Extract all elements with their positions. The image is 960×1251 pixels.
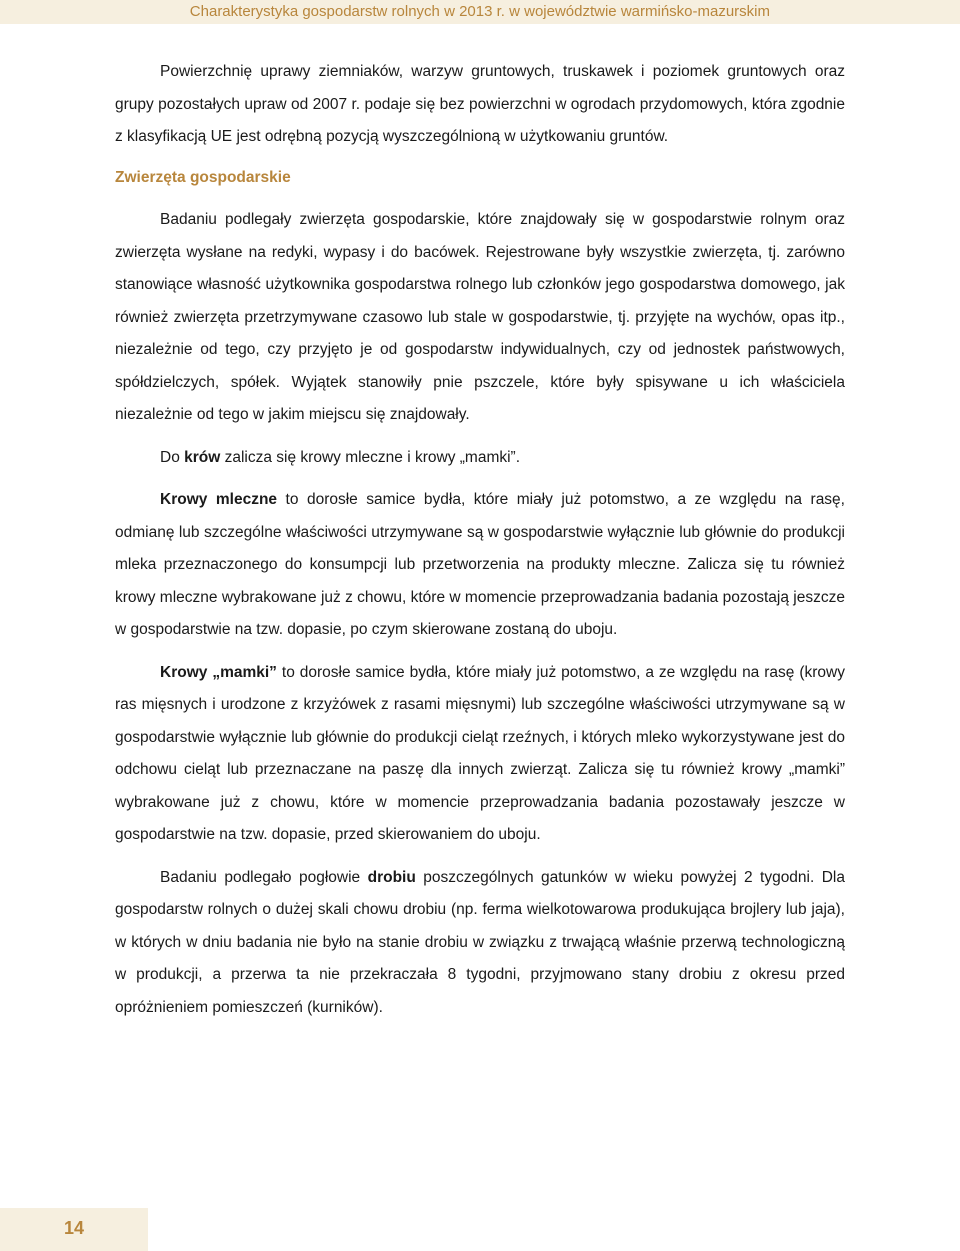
section-title: Zwierzęta gospodarskie xyxy=(115,168,291,186)
paragraph-poultry xyxy=(115,862,845,1025)
cows-bold-term: krów xyxy=(184,448,221,466)
dairy-cows-text: to dorosłe samice bydła, które miały już potomstwo, a ze względu na rasę, odmianę lub szczególne właściwości utrzymywane są w gospodarstwie wyłącznie lub głównie do produkcji mleka przeznaczonego do konsumpcji lub przetworzenia na produkty mleczne. Zalicza się tu również krowy mleczne wybrakowane już z chowu, które w momencie przeprowadzania badania pozostają jeszcze w gospodarstwie na tzw. dopasie, po czym skierowane zostaną do uboju. xyxy=(115,491,845,638)
suckler-cows-text: to dorosłe samice bydła, które miały już potomstwo, a ze względu na rasę (krowy ras mięsnych i urodzone z krzyżówek z rasami mięsnymi) lub szczególne właściwości utrzymywane są w gospodarstwie wyłącznie lub głównie do produkcji cieląt rzeźnych, i których mleko wykorzystywane jest do odchowu cieląt lub przeznaczane na paszę dla innych zwierząt. Zalicza się tu również krowy „mamki” wybrakowane już z chowu, które w momencie przeprowadzania badania pozostawały jeszcze w gospodarstwie na tzw. dopasie, przed skierowaniem do uboju. xyxy=(115,663,845,843)
page-header xyxy=(0,0,960,24)
header-title: Charakterystyka gospodarstw rolnych w 2013 r. w województwie warmińsko-mazurskim xyxy=(189,3,770,20)
paragraph-cows xyxy=(115,442,845,475)
paragraph-dairy-cows xyxy=(115,484,845,647)
poultry-text-after: poszczególnych gatunków w wieku powyżej 2 tygodni. Dla gospodarstw rolnych o dużej skali chowu drobiu (np. ferma wielkotowarowa produkująca brojlery lub jaja), w których w dniu badania nie było na stanie drobiu w związku z trwającą właśnie przerwą technologiczną w produkcji, a przerwa ta nie przekraczała 8 tygodni, przyjmowano stany drobiu z okresu przed opróżnieniem pomieszczeń (kurników). xyxy=(115,868,845,1016)
document-body xyxy=(115,56,845,1024)
page-footer xyxy=(0,1208,148,1251)
suckler-cows-term: Krowy „mamki” xyxy=(160,663,277,681)
poultry-term: drobiu xyxy=(367,868,416,886)
page-number: 14 xyxy=(63,1218,85,1238)
dairy-cows-term: Krowy mleczne xyxy=(160,491,278,508)
cows-text-before: Do xyxy=(160,448,185,466)
paragraph-suckler-cows xyxy=(115,657,845,852)
poultry-text-before: Badaniu podlegało pogłowie xyxy=(160,868,368,886)
paragraph-crops: Powierzchnię uprawy ziemniaków, warzyw gruntowych, truskawek i poziomek gruntowych oraz grupy pozostałych upraw od 2007 r. podaje się bez powierzchni w ogrodach przydomowych, która zgodnie z klasyfikacją UE jest odrębną pozycją wyszczególnioną w użytkowaniu gruntów. xyxy=(115,63,845,145)
cows-text-after: zalicza się krowy mleczne i krowy „mamki”. xyxy=(220,448,521,466)
paragraph-livestock: Badaniu podlegały zwierzęta gospodarskie, które znajdowały się w gospodarstwie rolnym oraz zwierzęta wysłane na redyki, wypasy i do bacówek. Rejestrowane były wszystkie zwierzęta, tj. zarówno stanowiące własność użytkownika gospodarstwa rolnego lub członków jego gospodarstwa domowego, jak również zwierzęta przetrzymywane czasowo lub stale w gospodarstwie, tj. przyjęte na wychów, opas itp., niezależnie od tego, czy przyjęto je od gospodarstw indywidualnych, czy od jednostek państwowych, spółdzielczych, spółek. Wyjątek stanowiły pnie pszczele, które były spisywane u ich właściciela niezależnie od tego w jakim miejscu się znajdowały. xyxy=(115,211,845,423)
